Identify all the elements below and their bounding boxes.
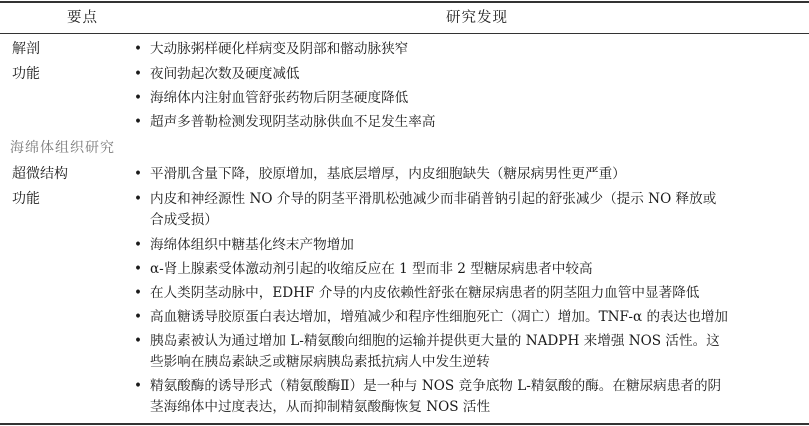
list-item: • 海绵体内注射血管舒张药物后阴茎硬度降低 bbox=[134, 90, 409, 106]
list-item: • 夜间勃起次数及硬度减低 bbox=[134, 66, 300, 82]
row-label-function: 功能 bbox=[12, 66, 40, 82]
list-item: • 胰岛素被认为通过增加 L-精氨酸向细胞的运输并提供更大量的 NADPH 来增强 NOS 活性。这 bbox=[134, 333, 720, 349]
header-key-points: 要点 bbox=[67, 10, 98, 26]
section-heading: 海绵体组织研究 bbox=[10, 140, 115, 156]
header-rule bbox=[0, 33, 809, 34]
list-item: • 平滑肌含量下降，胶原增加，基底层增厚，内皮细胞缺失（糖尿病男性更严重） bbox=[134, 166, 626, 182]
list-item: • α-肾上腺素受体激动剂引起的收缩反应在 1 型而非 2 型糖尿病患者中较高 bbox=[134, 261, 593, 277]
list-item: • 超声多普勒检测发现阴茎动脉供血不足发生率高 bbox=[134, 114, 436, 130]
list-item: • 海绵体组织中糖基化终末产物增加 bbox=[134, 237, 354, 253]
header-findings: 研究发现 bbox=[446, 10, 508, 26]
list-item: • 精氨酸酶的诱导形式（精氨酸酶Ⅱ）是一种与 NOS 竞争底物 L-精氨酸的酶。在糖尿病患者的阴 bbox=[134, 378, 722, 394]
row-label-ultrastructure: 超微结构 bbox=[12, 166, 68, 182]
list-item-continuation: 合成受损） bbox=[150, 212, 218, 228]
row-label-anatomy: 解剖 bbox=[12, 41, 40, 57]
list-item: • 高血糖诱导胶原蛋白表达增加，增殖减少和程序性细胞死亡（凋亡）增加。TNF-α 的表达也增加 bbox=[134, 309, 729, 325]
table-top-rule bbox=[0, 1, 809, 3]
row-label-function-2: 功能 bbox=[12, 191, 40, 207]
list-item-continuation: 茎海绵体中过度表达，从而抑制精氨酸酶恢复 NOS 活性 bbox=[150, 399, 491, 415]
table-bottom-rule bbox=[0, 423, 809, 425]
list-item-continuation: 些影响在胰岛素缺乏或糖尿病胰岛素抵抗病人中发生逆转 bbox=[150, 354, 490, 370]
list-item: • 大动脉粥样硬化样病变及阴部和髂动脉狭窄 bbox=[134, 41, 409, 57]
list-item: • 在人类阴茎动脉中，EDHF 介导的内皮依赖性舒张在糖尿病患者的阴茎阻力血管中显著降低 bbox=[134, 285, 700, 301]
list-item: • 内皮和神经源性 NO 介导的阴茎平滑肌松弛减少而非硝普钠引起的舒张减少（提示 NO 释放或 bbox=[134, 191, 717, 207]
